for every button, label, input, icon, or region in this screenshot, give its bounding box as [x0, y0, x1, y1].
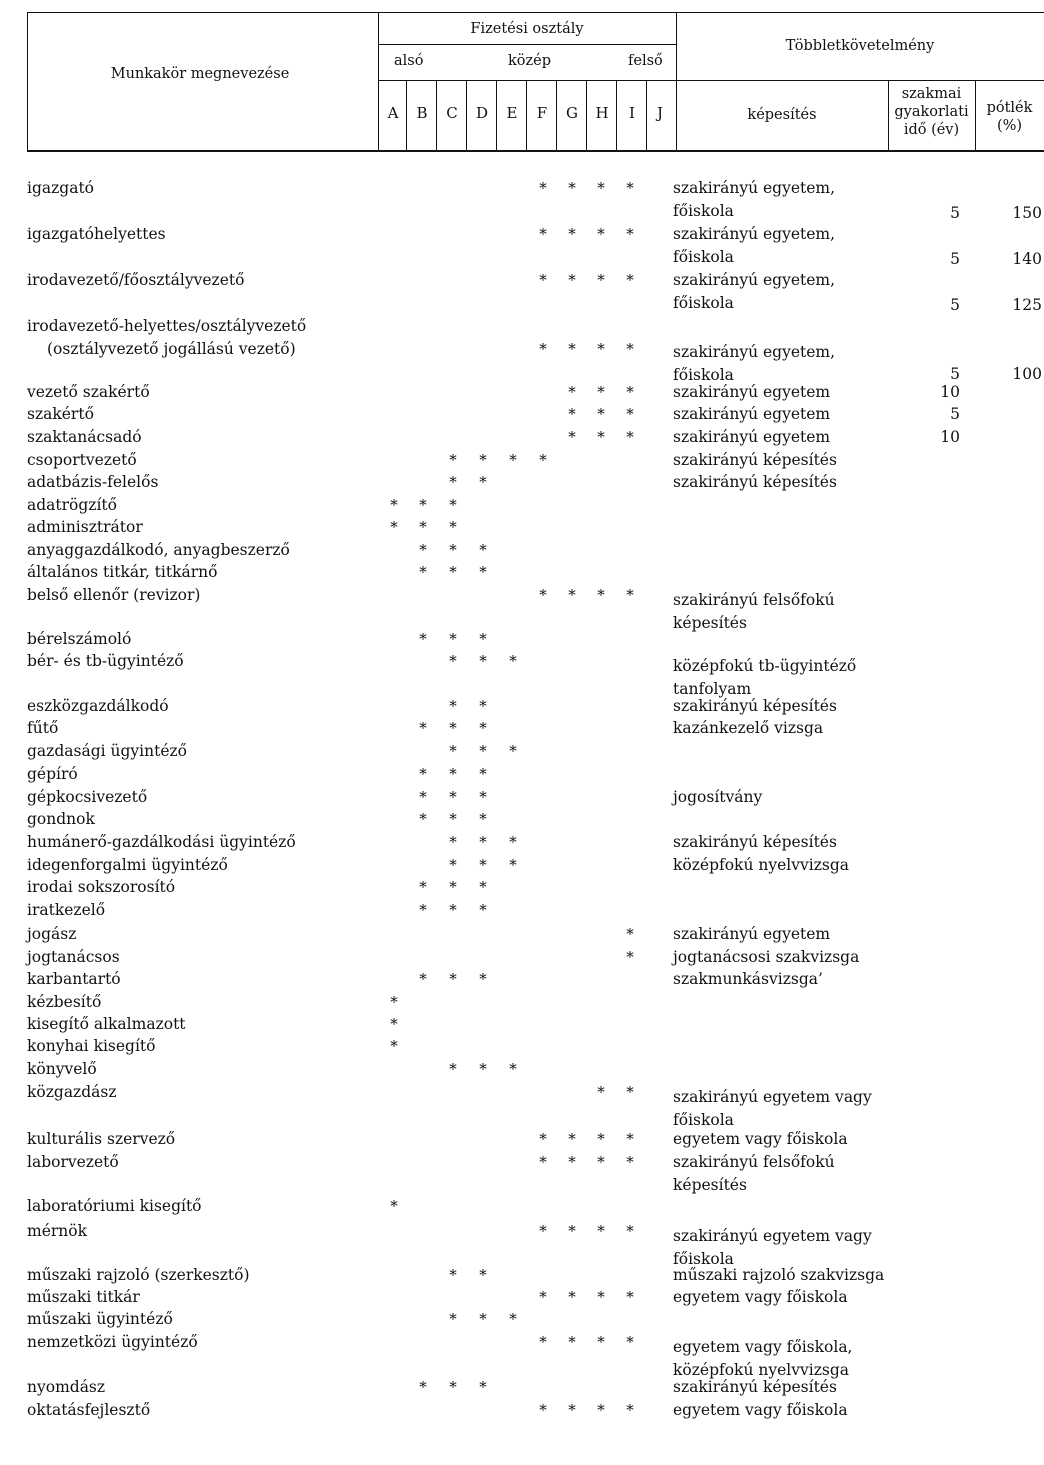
- grade-mark-c: *: [449, 1378, 457, 1396]
- qualification-continued: főiskola: [673, 1111, 734, 1129]
- grade-mark-d: *: [479, 1310, 487, 1328]
- table-row: [0, 383, 1044, 405]
- grade-mark-e: *: [509, 1060, 517, 1078]
- job-title: gépkocsivezető: [27, 788, 148, 806]
- grade-mark-g: *: [568, 383, 576, 401]
- job-title: adminisztrátor: [27, 518, 143, 536]
- table-row: [0, 586, 1044, 632]
- grade-mark-d: *: [479, 833, 487, 851]
- grade-mark-d: *: [479, 765, 487, 783]
- job-title: bér- és tb-ügyintéző: [27, 652, 184, 670]
- grade-mark-g: *: [568, 1222, 576, 1240]
- grade-mark-d: *: [479, 856, 487, 874]
- grade-mark-h: *: [597, 1288, 605, 1306]
- job-title: karbantartó: [27, 970, 121, 988]
- job-title: műszaki ügyintéző: [27, 1310, 173, 1328]
- job-title: laborvezető: [27, 1153, 119, 1171]
- grade-mark-d: *: [479, 810, 487, 828]
- job-title: irodavezető/főosztályvezető: [27, 271, 245, 289]
- table-row: [0, 473, 1044, 495]
- header-left-rule: [27, 12, 28, 151]
- grade-mark-f: *: [539, 179, 547, 197]
- bonus-percent: 100: [1012, 365, 1042, 383]
- grade-mark-c: *: [449, 856, 457, 874]
- grade-mark-c: *: [449, 970, 457, 988]
- qualification-continued: főiskola: [673, 1250, 734, 1268]
- grade-mark-i: *: [626, 1153, 634, 1171]
- job-title: könyvelő: [27, 1060, 97, 1078]
- job-title: eszközgazdálkodó: [27, 697, 169, 715]
- table-row: [0, 878, 1044, 900]
- header-sub-rule: [378, 80, 1044, 81]
- table-row: [0, 541, 1044, 563]
- grade-mark-c: *: [449, 833, 457, 851]
- table-row: [0, 1197, 1044, 1219]
- grade-mark-c: *: [449, 1266, 457, 1284]
- table-row: [0, 1266, 1044, 1288]
- job-title: jogtanácsos: [27, 948, 120, 966]
- grade-mark-c: *: [449, 810, 457, 828]
- table-row: [0, 518, 1044, 540]
- job-title: humánerő-gazdálkodási ügyintéző: [27, 833, 296, 851]
- grade-mark-c: *: [449, 473, 457, 491]
- grade-mark-e: *: [509, 652, 517, 670]
- table-row: [0, 697, 1044, 719]
- header-top-rule: [27, 12, 1044, 13]
- grade-mark-g: *: [568, 1130, 576, 1148]
- grade-mark-h: *: [597, 225, 605, 243]
- qualification-continued: képesítés: [673, 1176, 747, 1194]
- grade-mark-c: *: [449, 630, 457, 648]
- grade-mark-g: *: [568, 179, 576, 197]
- grade-mark-a: *: [390, 1037, 398, 1055]
- grade-mark-c: *: [449, 1060, 457, 1078]
- header-payclass-rule: [378, 44, 676, 45]
- grade-mark-g: *: [568, 1401, 576, 1419]
- table-row: [0, 856, 1044, 878]
- grade-mark-f: *: [539, 451, 547, 469]
- grade-mark-d: *: [479, 652, 487, 670]
- grade-mark-c: *: [449, 765, 457, 783]
- grade-label-c: C: [446, 104, 458, 122]
- grade-mark-i: *: [626, 225, 634, 243]
- grade-mark-d: *: [479, 719, 487, 737]
- grade-label-h: H: [595, 104, 609, 122]
- grade-mark-i: *: [626, 405, 634, 423]
- table-row: [0, 1288, 1044, 1310]
- table-row: [0, 788, 1044, 810]
- table-row: [0, 451, 1044, 473]
- job-title: kézbesítő: [27, 993, 102, 1011]
- grade-mark-d: *: [479, 697, 487, 715]
- grade-mark-g: *: [568, 271, 576, 289]
- table-row: [0, 271, 1044, 314]
- qualification: középfokú nyelvvizsga: [673, 856, 849, 874]
- header-bottom-rule: [27, 150, 1044, 152]
- grade-mark-d: *: [479, 970, 487, 988]
- level-low-label: alsó: [394, 53, 424, 69]
- qualification: szakirányú képesítés: [673, 1378, 837, 1396]
- qualification-header: képesítés: [747, 107, 817, 123]
- grade-mark-i: *: [626, 1288, 634, 1306]
- qualification-continued: főiskola: [673, 366, 734, 384]
- grade-mark-b: *: [419, 765, 427, 783]
- grade-mark-d: *: [479, 1060, 487, 1078]
- table-row: [0, 970, 1044, 992]
- grade-mark-c: *: [449, 878, 457, 896]
- grade-mark-d: *: [479, 788, 487, 806]
- grade-mark-i: *: [626, 1401, 634, 1419]
- qualification: szakirányú egyetem: [673, 428, 831, 446]
- grade-mark-b: *: [419, 719, 427, 737]
- qualification: szakirányú egyetem,: [673, 179, 836, 197]
- grade-label-e: E: [506, 104, 518, 122]
- experience-header-line3: idő (év): [903, 122, 960, 138]
- table-row: [0, 496, 1044, 518]
- job-title: vezető szakértő: [27, 383, 150, 401]
- job-title: fűtő: [27, 719, 59, 737]
- grade-mark-f: *: [539, 586, 547, 604]
- grade-mark-c: *: [449, 541, 457, 559]
- grade-label-b: B: [416, 104, 428, 122]
- grade-mark-h: *: [597, 340, 605, 358]
- job-title: igazgató: [27, 179, 95, 197]
- grade-mark-i: *: [626, 383, 634, 401]
- qualification: jogosítvány: [673, 788, 763, 806]
- table-row: [0, 833, 1044, 855]
- job-title: adatbázis-felelős: [27, 473, 159, 491]
- extra-requirement-header: Többletkövetelmény: [785, 38, 935, 54]
- grade-mark-c: *: [449, 788, 457, 806]
- grade-mark-d: *: [479, 901, 487, 919]
- grade-mark-h: *: [597, 586, 605, 604]
- grade-mark-c: *: [449, 901, 457, 919]
- grade-mark-i: *: [626, 925, 634, 943]
- job-title: idegenforgalmi ügyintéző: [27, 856, 228, 874]
- table-row: [0, 405, 1044, 427]
- grade-mark-f: *: [539, 1333, 547, 1351]
- qualification: szakirányú egyetem,: [673, 271, 836, 289]
- experience-header-line1: szakmai: [901, 86, 962, 102]
- job-title: laboratóriumi kisegítő: [27, 1197, 202, 1215]
- table-row: [0, 765, 1044, 787]
- qualification: szakirányú egyetem: [673, 405, 831, 423]
- table-row: [0, 1222, 1044, 1268]
- bonus-header-line1: pótlék: [986, 100, 1033, 116]
- job-title: nemzetközi ügyintéző: [27, 1333, 198, 1351]
- grade-mark-h: *: [597, 1333, 605, 1351]
- job-title: anyaggazdálkodó, anyagbeszerző: [27, 541, 290, 559]
- table-row: [0, 719, 1044, 741]
- qualification: szakirányú képesítés: [673, 833, 837, 851]
- experience-header-line2: gyakorlati: [894, 104, 969, 120]
- level-high-label: felső: [628, 53, 663, 69]
- bonus-percent: 150: [1012, 204, 1042, 222]
- bonus-header-line2: (%): [996, 118, 1023, 134]
- grade-mark-a: *: [390, 1015, 398, 1033]
- table-row: [0, 1130, 1044, 1152]
- job-title: iratkezelő: [27, 901, 106, 919]
- grade-mark-h: *: [597, 271, 605, 289]
- grade-mark-f: *: [539, 1288, 547, 1306]
- table-row: [0, 1060, 1044, 1082]
- qualification-continued: főiskola: [673, 202, 734, 220]
- qualification-continued: képesítés: [673, 614, 747, 632]
- bonus-percent: 125: [1012, 296, 1042, 314]
- job-title: konyhai kisegítő: [27, 1037, 156, 1055]
- grade-mark-a: *: [390, 518, 398, 536]
- grade-mark-h: *: [597, 428, 605, 446]
- grade-mark-i: *: [626, 271, 634, 289]
- grade-mark-d: *: [479, 1378, 487, 1396]
- qualification: egyetem vagy főiskola: [673, 1401, 848, 1419]
- grade-mark-e: *: [509, 833, 517, 851]
- table-row: [0, 428, 1044, 450]
- qualification: egyetem vagy főiskola: [673, 1288, 848, 1306]
- qualification: szakirányú egyetem: [673, 925, 831, 943]
- job-title: általános titkár, titkárnő: [27, 563, 218, 581]
- grade-mark-f: *: [539, 1130, 547, 1148]
- grade-label-i: I: [629, 104, 635, 122]
- grade-mark-b: *: [419, 563, 427, 581]
- grade-mark-a: *: [390, 1197, 398, 1215]
- qualification: szakirányú képesítés: [673, 473, 837, 491]
- grade-mark-g: *: [568, 1288, 576, 1306]
- job-title: gondnok: [27, 810, 95, 828]
- bonus-percent: 140: [1012, 250, 1042, 268]
- table-row: [0, 742, 1044, 764]
- qualification-continued: tanfolyam: [673, 680, 752, 698]
- table-row: [0, 948, 1044, 970]
- grade-mark-i: *: [626, 1222, 634, 1240]
- table-row: [0, 630, 1044, 652]
- qualification: kazánkezelő vizsga: [673, 719, 824, 737]
- table-row: [0, 901, 1044, 923]
- grade-mark-h: *: [597, 405, 605, 423]
- table-row: [0, 179, 1044, 222]
- job-title: adatrögzítő: [27, 496, 117, 514]
- grade-mark-e: *: [509, 451, 517, 469]
- qualification: szakirányú felsőfokú: [673, 1153, 835, 1171]
- grade-mark-h: *: [597, 1401, 605, 1419]
- grade-mark-i: *: [626, 340, 634, 358]
- grade-mark-i: *: [626, 179, 634, 197]
- job-title-header: Munkakör megnevezése: [110, 66, 290, 82]
- grade-mark-i: *: [626, 586, 634, 604]
- job-title: gépíró: [27, 765, 78, 783]
- grade-mark-c: *: [449, 496, 457, 514]
- job-title: csoportvezető: [27, 451, 137, 469]
- grade-mark-b: *: [419, 788, 427, 806]
- grade-mark-i: *: [626, 948, 634, 966]
- grade-mark-g: *: [568, 1153, 576, 1171]
- grade-mark-b: *: [419, 541, 427, 559]
- grade-mark-b: *: [419, 970, 427, 988]
- qualification: szakirányú egyetem vagy: [673, 1088, 872, 1106]
- table-row: [0, 993, 1044, 1015]
- pay-class-header: Fizetési osztály: [470, 21, 584, 37]
- grade-mark-a: *: [390, 496, 398, 514]
- table-row: [0, 1333, 1044, 1379]
- grade-mark-b: *: [419, 518, 427, 536]
- grade-mark-d: *: [479, 451, 487, 469]
- qualification-continued: középfokú nyelvvizsga: [673, 1361, 849, 1379]
- grade-mark-c: *: [449, 719, 457, 737]
- job-title: közgazdász: [27, 1083, 117, 1101]
- job-title: műszaki titkár: [27, 1288, 140, 1306]
- qualification: szakirányú egyetem: [673, 383, 831, 401]
- grade-mark-c: *: [449, 1310, 457, 1328]
- grade-mark-g: *: [568, 428, 576, 446]
- grade-mark-b: *: [419, 810, 427, 828]
- table-row: [0, 1083, 1044, 1129]
- grade-mark-f: *: [539, 1153, 547, 1171]
- job-title: mérnök: [27, 1222, 87, 1240]
- grade-mark-b: *: [419, 1378, 427, 1396]
- grade-mark-d: *: [479, 1266, 487, 1284]
- grade-mark-h: *: [597, 1083, 605, 1101]
- grade-label-j: J: [656, 104, 663, 122]
- job-title-continued: (osztályvezető jogállású vezető): [47, 340, 296, 358]
- job-title: nyomdász: [27, 1378, 106, 1396]
- table-row: [0, 225, 1044, 268]
- grade-mark-d: *: [479, 630, 487, 648]
- job-title: jogász: [27, 925, 77, 943]
- grade-mark-d: *: [479, 541, 487, 559]
- qualification: szakmunkásvizsga’: [673, 970, 823, 988]
- table-row: [0, 563, 1044, 585]
- grade-label-a: A: [387, 104, 399, 122]
- qualification: szakirányú felsőfokú: [673, 591, 835, 609]
- grade-mark-f: *: [539, 1222, 547, 1240]
- qualification-continued: főiskola: [673, 294, 734, 312]
- grade-mark-h: *: [597, 1130, 605, 1148]
- grade-mark-c: *: [449, 563, 457, 581]
- grade-mark-c: *: [449, 451, 457, 469]
- grade-mark-d: *: [479, 473, 487, 491]
- grade-mark-g: *: [568, 340, 576, 358]
- qualification: középfokú tb-ügyintéző: [673, 657, 857, 675]
- level-mid-label: közép: [508, 53, 552, 69]
- grade-label-d: D: [475, 104, 489, 122]
- job-title: igazgatóhelyettes: [27, 225, 166, 243]
- qualification: jogtanácsosi szakvizsga: [673, 948, 860, 966]
- experience-years: 5: [950, 365, 960, 383]
- job-title: oktatásfejlesztő: [27, 1401, 151, 1419]
- table-row: [0, 1037, 1044, 1059]
- experience-years: 10: [940, 428, 960, 446]
- job-title: gazdasági ügyintéző: [27, 742, 187, 760]
- table-row: [0, 1015, 1044, 1037]
- grade-mark-a: *: [390, 993, 398, 1011]
- grade-mark-d: *: [479, 742, 487, 760]
- table-row: [0, 1153, 1044, 1194]
- grade-mark-h: *: [597, 383, 605, 401]
- grade-mark-b: *: [419, 496, 427, 514]
- qualification-continued: főiskola: [673, 248, 734, 266]
- grade-mark-c: *: [449, 742, 457, 760]
- job-title: belső ellenőr (revizor): [27, 586, 201, 604]
- grade-mark-c: *: [449, 697, 457, 715]
- table-row: [0, 317, 1044, 384]
- job-title: kisegítő alkalmazott: [27, 1015, 186, 1033]
- grade-mark-h: *: [597, 1153, 605, 1171]
- grade-mark-c: *: [449, 518, 457, 536]
- grade-mark-d: *: [479, 878, 487, 896]
- job-title: irodavezető-helyettes/osztályvezető: [27, 317, 307, 335]
- experience-years: 5: [950, 296, 960, 314]
- experience-years: 5: [950, 250, 960, 268]
- grade-mark-i: *: [626, 1130, 634, 1148]
- grade-label-f: F: [536, 104, 548, 122]
- job-title: bérelszámoló: [27, 630, 132, 648]
- grade-mark-h: *: [597, 1222, 605, 1240]
- grade-mark-b: *: [419, 630, 427, 648]
- job-title: szaktanácsadó: [27, 428, 142, 446]
- grade-mark-f: *: [539, 340, 547, 358]
- qualification: egyetem vagy főiskola: [673, 1130, 848, 1148]
- grade-mark-e: *: [509, 742, 517, 760]
- experience-years: 5: [950, 204, 960, 222]
- experience-years: 5: [950, 405, 960, 423]
- grade-mark-e: *: [509, 1310, 517, 1328]
- grade-mark-i: *: [626, 1083, 634, 1101]
- table-row: [0, 925, 1044, 947]
- header-divider-payclass: [676, 12, 677, 151]
- grade-mark-f: *: [539, 271, 547, 289]
- grade-mark-f: *: [539, 225, 547, 243]
- qualification: szakirányú képesítés: [673, 451, 837, 469]
- table-row: [0, 1378, 1044, 1400]
- grade-mark-g: *: [568, 586, 576, 604]
- qualification: műszaki rajzoló szakvizsga: [673, 1266, 885, 1284]
- grade-mark-i: *: [626, 1333, 634, 1351]
- grade-mark-f: *: [539, 1401, 547, 1419]
- qualification: szakirányú képesítés: [673, 697, 837, 715]
- grade-label-g: G: [566, 104, 578, 122]
- grade-mark-g: *: [568, 1333, 576, 1351]
- grade-mark-h: *: [597, 179, 605, 197]
- grade-mark-d: *: [479, 563, 487, 581]
- table-row: [0, 652, 1044, 698]
- grade-mark-e: *: [509, 856, 517, 874]
- table-header: [0, 0, 1044, 152]
- qualification: egyetem vagy főiskola,: [673, 1338, 853, 1356]
- table-row: [0, 1401, 1044, 1423]
- qualification: szakirányú egyetem,: [673, 225, 836, 243]
- experience-years: 10: [940, 383, 960, 401]
- qualification: szakirányú egyetem vagy: [673, 1227, 872, 1245]
- grade-mark-i: *: [626, 428, 634, 446]
- qualification: szakirányú egyetem,: [673, 343, 836, 361]
- grade-mark-g: *: [568, 405, 576, 423]
- grade-mark-b: *: [419, 878, 427, 896]
- job-title: kulturális szervező: [27, 1130, 176, 1148]
- job-title: irodai sokszorosító: [27, 878, 176, 896]
- grade-mark-b: *: [419, 901, 427, 919]
- job-title: szakértő: [27, 405, 94, 423]
- table-row: [0, 1310, 1044, 1332]
- grade-mark-g: *: [568, 225, 576, 243]
- grade-mark-c: *: [449, 652, 457, 670]
- job-title: műszaki rajzoló (szerkesztő): [27, 1266, 250, 1284]
- table-row: [0, 810, 1044, 832]
